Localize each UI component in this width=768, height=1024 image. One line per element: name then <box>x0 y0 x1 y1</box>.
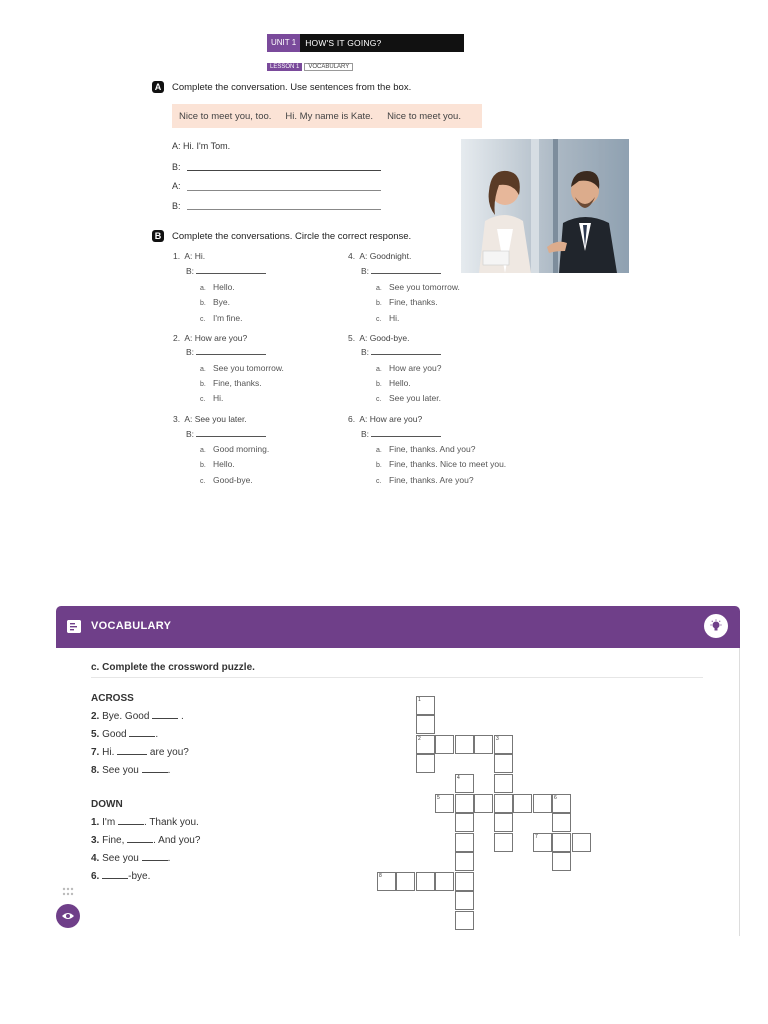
drag-dots-icon[interactable] <box>56 882 80 904</box>
card-title: VOCABULARY <box>91 620 172 632</box>
question-prompt: 2. A: How are you? <box>173 333 248 343</box>
unit-title: HOW'S IT GOING? <box>305 38 382 48</box>
box-sentence: Hi. My name is Kate. <box>285 110 374 122</box>
crossword-cell[interactable]: 1 <box>416 696 435 715</box>
lesson-topic: VOCABULARY <box>304 63 353 71</box>
crossword-cell[interactable]: 3 <box>494 735 513 754</box>
answer-blank[interactable]: B: <box>186 266 266 276</box>
answer-line[interactable] <box>187 209 381 210</box>
option-a[interactable]: a. Good morning. <box>200 444 270 454</box>
box-sentence: Nice to meet you, too. <box>179 110 272 122</box>
unit-header <box>267 34 464 52</box>
answer-line[interactable] <box>187 190 381 191</box>
option-a[interactable]: a. How are you? <box>376 363 442 373</box>
conversation-line: B: <box>172 162 181 172</box>
option-a[interactable]: a. Fine, thanks. And you? <box>376 444 476 454</box>
box-sentence: Nice to meet you. <box>387 110 461 122</box>
eye-icon[interactable] <box>56 904 80 928</box>
option-b[interactable]: b. Hello. <box>200 459 235 469</box>
lightbulb-icon[interactable] <box>704 614 728 638</box>
answer-blank[interactable]: B: <box>361 429 441 439</box>
crossword-cell[interactable]: 7 <box>533 833 552 852</box>
option-b[interactable]: b. Hello. <box>376 378 411 388</box>
option-b[interactable]: b. Fine, thanks. <box>200 378 262 388</box>
lesson-tag: LESSON 1 <box>267 63 302 71</box>
conversation-line: A: Hi. I'm Tom. <box>172 141 231 151</box>
clue-across-7: 7. Hi. are you? <box>91 747 189 758</box>
across-heading: ACROSS <box>91 693 134 704</box>
option-a[interactable]: a. See you tomorrow. <box>200 363 284 373</box>
lesson-label <box>267 63 353 71</box>
conversation-line: B: <box>172 201 181 211</box>
card-right-border <box>739 648 740 936</box>
down-heading: DOWN <box>91 799 123 810</box>
section-b-badge: B <box>152 230 164 242</box>
crossword-cell[interactable]: 5 <box>435 794 454 813</box>
question-prompt: 6. A: How are you? <box>348 414 423 424</box>
question-prompt: 4. A: Goodnight. <box>348 251 412 261</box>
section-a-instruction: Complete the conversation. Use sentences from the box. <box>172 82 412 93</box>
crossword-instruction: c. Complete the crossword puzzle. <box>91 662 255 673</box>
unit-tag: UNIT 1 <box>267 34 300 52</box>
option-a[interactable]: a. Hello. <box>200 282 235 292</box>
option-c[interactable]: c. Good-bye. <box>200 475 253 485</box>
answer-blank[interactable]: B: <box>361 347 441 357</box>
option-c[interactable]: c. Hi. <box>376 313 400 323</box>
answer-blank[interactable]: B: <box>361 266 441 276</box>
answer-blank[interactable]: B: <box>186 347 266 357</box>
question-prompt: 3. A: See you later. <box>173 414 247 424</box>
photo-two-people-greeting <box>461 139 629 273</box>
sentence-box <box>172 104 482 128</box>
clue-down-3: 3. Fine, . And you? <box>91 835 201 846</box>
crossword-cell[interactable]: 6 <box>552 794 571 813</box>
option-c[interactable]: c. Fine, thanks. Are you? <box>376 475 474 485</box>
option-c[interactable]: c. Hi. <box>200 393 224 403</box>
section-b-instruction: Complete the conversations. Circle the correct response. <box>172 231 412 242</box>
clue-down-6: 6. -bye. <box>91 871 151 882</box>
question-prompt: 5. A: Good-bye. <box>348 333 410 343</box>
question-prompt: 1. A: Hi. <box>173 251 206 261</box>
answer-blank[interactable]: B: <box>186 429 266 439</box>
clue-down-1: 1. I'm . Thank you. <box>91 817 199 828</box>
option-b[interactable]: b. Bye. <box>200 297 231 307</box>
section-a-badge: A <box>152 81 164 93</box>
divider <box>91 677 703 678</box>
option-c[interactable]: c. I'm fine. <box>200 313 243 323</box>
crossword-cell[interactable]: 2 <box>416 735 435 754</box>
conversation-line: A: <box>172 181 181 191</box>
notebook-icon <box>67 620 81 633</box>
clue-down-4: 4. See you . <box>91 853 171 864</box>
option-b[interactable]: b. Fine, thanks. Nice to meet you. <box>376 459 507 469</box>
crossword-cell[interactable]: 4 <box>455 774 474 793</box>
clue-across-5: 5. Good . <box>91 729 159 740</box>
answer-line[interactable] <box>187 170 381 171</box>
clue-across-8: 8. See you . <box>91 765 171 776</box>
option-b[interactable]: b. Fine, thanks. <box>376 297 438 307</box>
crossword-cell[interactable]: 8 <box>377 872 396 891</box>
option-c[interactable]: c. See you later. <box>376 393 441 403</box>
option-a[interactable]: a. See you tomorrow. <box>376 282 460 292</box>
clue-across-2: 2. Bye. Good . <box>91 711 184 722</box>
